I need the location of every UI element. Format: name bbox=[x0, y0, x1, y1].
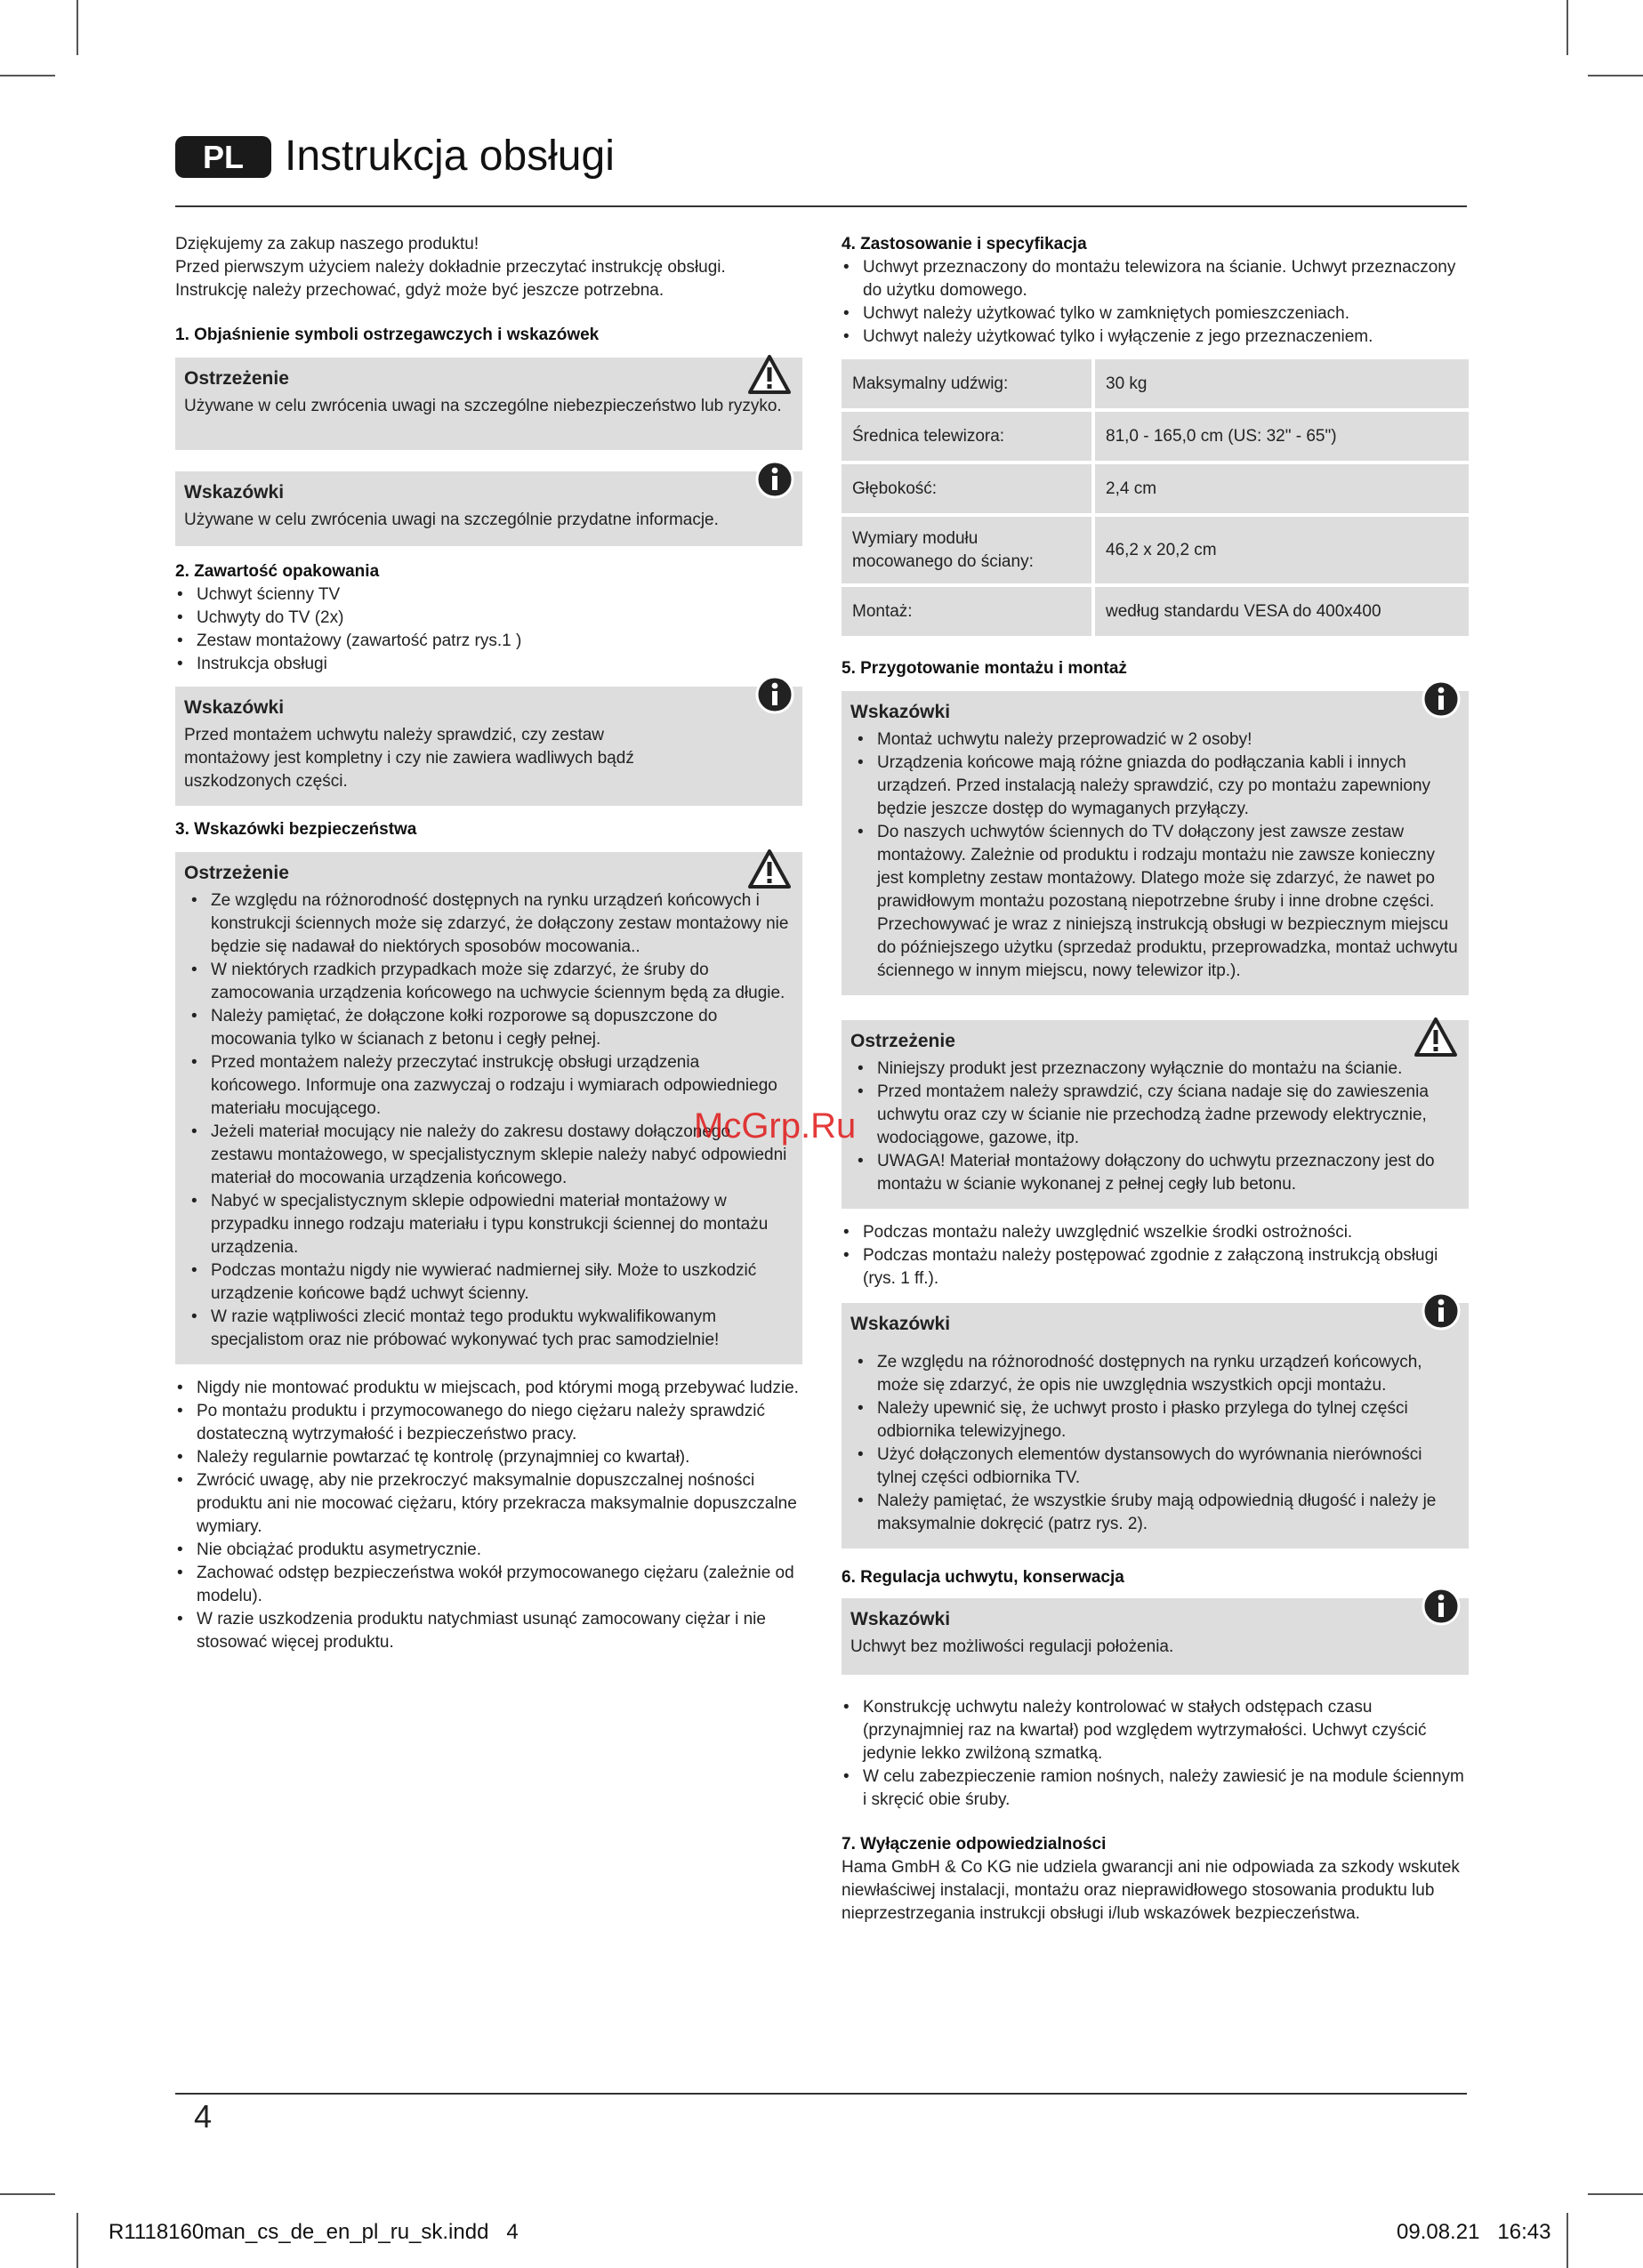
list-item: • Niniejszy produkt jest przeznaczony wyłącznie do montażu na ścianie. bbox=[850, 1058, 1460, 1081]
warning-triangle-icon bbox=[747, 354, 792, 395]
table-row bbox=[842, 359, 1469, 408]
table-row bbox=[842, 587, 1469, 636]
list-item: • W razie uszkodzenia produktu natychmiast usunąć zamocowany ciężar i nie stosować więcej produktu. bbox=[175, 1608, 802, 1654]
list-item: • W razie wątpliwości zlecić montaż tego produktu wykwalifikowanym specjalistom oraz nie próbować wykonywać tych prac samodzielnie! bbox=[184, 1306, 793, 1352]
slug-date: 09.08.21 16:43 bbox=[1397, 2220, 1551, 2244]
list-item: • Nie obciążać produktu asymetrycznie. bbox=[175, 1539, 802, 1562]
hint-text: Uchwyt bez możliwości regulacji położenia. bbox=[850, 1637, 1174, 1656]
section-title: 2. Zawartość opakowania bbox=[175, 562, 380, 581]
list-item: • Ze względu na różnorodność dostępnych na rynku urządzeń końcowych, może się zdarzyć, że opis nie uwzględnia wszystkich opcji montażu. bbox=[850, 1351, 1460, 1397]
mounting-list bbox=[842, 1221, 1469, 1291]
list-item: • Konstrukcję uchwytu należy kontrolować w stałych odstępach czasu (przynajmniej raz na kwartał) pod względem wytrzymałości. Uchwyt czyścić jedynie lekko zwilżoną szmatką. bbox=[842, 1696, 1469, 1765]
list-item: • Do naszych uchwytów ściennych do TV dołączony jest zawsze zestaw montażowy. Zależnie od produktu i rodzaju montażu nie zawsze konieczny jest kompletny zestaw montażowy. Dlatego może się zdarzyć, że nawet po prawidłowym montażu pozostaną niepotrzebne śruby i inne drobne części. Przechowywać je wraz z niniejszą instrukcją obsługi w bezpiecznym miejscu do późniejszego użytku (sprzedaż produktu, przeprowadzka, montaż uchwytu ściennego w innym miejscu, nowy telewizor itp.). bbox=[850, 821, 1460, 983]
hint-title: Wskazówki bbox=[850, 1314, 951, 1334]
header-rule bbox=[175, 205, 1467, 207]
hint-title: Wskazówki bbox=[184, 697, 285, 718]
spec-value: 30 kg bbox=[1095, 359, 1469, 408]
info-icon bbox=[753, 459, 797, 500]
intro-line: Przed pierwszym użyciem należy dokładnie przeczytać instrukcję obsługi. Instrukcję należy przechować, gdyż może być jeszcze potrzebna. bbox=[175, 258, 726, 300]
warning-list bbox=[850, 1058, 1460, 1196]
disclaimer-text: Hama GmbH & Co KG nie udziela gwarancji ani nie odpowiada za szkody wskutek niewłaściwej instalacji, montażu oraz nieprawidłowego stosowania produktu lub nieprzestrzegania instrukcji obsługi i/lub wskazówek bezpieczeństwa. bbox=[842, 1858, 1460, 1923]
section-title: 3. Wskazówki bezpieczeństwa bbox=[175, 820, 417, 839]
left-column bbox=[175, 233, 802, 1654]
footer-rule bbox=[175, 2093, 1467, 2095]
list-item: • UWAGA! Materiał montażowy dołączony do uchwytu przeznaczony jest do montażu w ścianie wykonanej z pełnej cegły lub betonu. bbox=[850, 1150, 1460, 1196]
safety-list bbox=[175, 1377, 802, 1654]
list-item: • Urządzenia końcowe mają różne gniazda do podłączania kabli i innych urządzeń. Przed instalacją należy sprawdzić, czy po montażu zapewniony będzie jeszcze dostęp do wymaganych przyłączy. bbox=[850, 752, 1460, 821]
section-title: 6. Regulacja uchwytu, konserwacja bbox=[842, 1568, 1124, 1587]
list-item: • W celu zabezpieczenie ramion nośnych, należy zawiesić je na module ściennym i skręcić obie śruby. bbox=[842, 1765, 1469, 1812]
right-column bbox=[842, 233, 1469, 1926]
list-item: • Należy regularnie powtarzać tę kontrolę (przynajmniej co kwartał). bbox=[175, 1446, 802, 1469]
section-title: 4. Zastosowanie i specyfikacja bbox=[842, 235, 1087, 253]
table-row bbox=[842, 517, 1469, 583]
list-item: • Użyć dołączonych elementów dystansowych do wyrównania nierówności tylnej części odbiornika TV. bbox=[850, 1444, 1460, 1490]
list-item: • Montaż uchwytu należy przeprowadzić w 2 osoby! bbox=[850, 728, 1460, 752]
list-item: • Należy pamiętać, że dołączone kołki rozporowe są dopuszczone do mocowania tylko w ścianach z betonu i cegły pełnej. bbox=[184, 1005, 793, 1051]
maintenance-list bbox=[842, 1696, 1469, 1812]
list-item: • Przed montażem należy przeczytać instrukcję obsługi urządzenia końcowego. Informuje ona zazwyczaj o rodzaju i wymiarach odpowiedniego materiału mocującego. bbox=[184, 1051, 793, 1121]
warning-title: Ostrzeżenie bbox=[184, 368, 289, 389]
spec-value: 81,0 - 165,0 cm (US: 32" - 65") bbox=[1095, 412, 1469, 461]
crop-mark bbox=[0, 2193, 55, 2195]
list-item: • Należy upewnić się, że uchwyt prosto i płasko przylega do tylnej części odbiornika telewizyjnego. bbox=[850, 1397, 1460, 1444]
crop-mark bbox=[77, 2213, 78, 2268]
list-item: • Uchwyt przeznaczony do montażu telewizora na ścianie. Uchwyt przeznaczony do użytku domowego. bbox=[842, 256, 1469, 302]
spec-value: 46,2 x 20,2 cm bbox=[1095, 517, 1469, 583]
contents-list bbox=[175, 583, 802, 676]
list-item: • Nabyć w specjalistycznym sklepie odpowiedni materiał montażowy w przypadku innego rodzaju materiału i typu konstrukcji ściennej do montażu urządzenia. bbox=[184, 1190, 793, 1259]
list-item: • Nigdy nie montować produktu w miejscach, pod którymi mogą przebywać ludzie. bbox=[175, 1377, 802, 1400]
list-item: • Ze względu na różnorodność dostępnych na rynku urządzeń końcowych i konstrukcji ściennych może się zdarzyć, że dołączony zestaw montażowy nie będzie się nadawał do niektórych sposobów mocowania.. bbox=[184, 889, 793, 959]
list-item: • Uchwyt należy użytkować tylko w zamkniętych pomieszczeniach. bbox=[842, 302, 1469, 326]
list-item: • Jeżeli materiał mocujący nie należy do zakresu dostawy dołączonego zestawu montażowego, w specjalistycznym sklepie należy nabyć odpowiedni materiał do mocowania urządzenia końcowego. bbox=[184, 1121, 793, 1190]
warning-text: Używane w celu zwrócenia uwagi na szczególne niebezpieczeństwo lub ryzyko. bbox=[184, 397, 782, 415]
info-icon bbox=[1419, 1291, 1463, 1331]
spec-key: Średnica telewizora: bbox=[842, 412, 1095, 461]
spec-value: według standardu VESA do 400x400 bbox=[1095, 587, 1469, 636]
hint-box bbox=[842, 691, 1469, 995]
list-item: • Przed montażem należy sprawdzić, czy ściana nadaje się do zawieszenia uchwytu oraz czy w ścianie nie przechodzą żadne przewody elektrycznie, wodociągowe, gazowe, itp. bbox=[850, 1081, 1460, 1150]
hint-box bbox=[842, 1598, 1469, 1675]
page-title: Instrukcja obsługi bbox=[285, 133, 615, 180]
list-item: • Zestaw montażowy (zawartość patrz rys.1 ) bbox=[175, 630, 802, 653]
table-row bbox=[842, 412, 1469, 461]
list-item: • W niektórych rzadkich przypadkach może się zdarzyć, że śruby do zamocowania urządzenia końcowego na uchwycie ściennym będą za długie. bbox=[184, 959, 793, 1005]
warning-title: Ostrzeżenie bbox=[184, 863, 289, 883]
table-row bbox=[842, 464, 1469, 513]
list-item: • Uchwyt ścienny TV bbox=[175, 583, 802, 607]
hint-box bbox=[175, 687, 802, 806]
language-badge: PL bbox=[175, 136, 271, 178]
spec-key: Wymiary modułu mocowanego do ściany: bbox=[842, 517, 1095, 583]
list-item: • Po montażu produktu i przymocowanego do niego ciężaru należy sprawdzić dostateczną wytrzymałość i bezpieczeństwo pracy. bbox=[175, 1400, 802, 1446]
spec-value: 2,4 cm bbox=[1095, 464, 1469, 513]
slug-filename: R1118160man_cs_de_en_pl_ru_sk.indd 4 bbox=[109, 2220, 519, 2244]
list-item: • Uchwyty do TV (2x) bbox=[175, 607, 802, 630]
crop-mark bbox=[1566, 0, 1568, 55]
hint-box bbox=[175, 471, 802, 546]
crop-mark bbox=[1588, 75, 1643, 76]
spec-key: Montaż: bbox=[842, 587, 1095, 636]
spec-key: Głębokość: bbox=[842, 464, 1095, 513]
warning-triangle-icon bbox=[1413, 1017, 1458, 1058]
spec-key: Maksymalny udźwig: bbox=[842, 359, 1095, 408]
hint-list bbox=[850, 728, 1460, 983]
section-title: 1. Objaśnienie symboli ostrzegawczych i wskazówek bbox=[175, 326, 600, 344]
warning-box bbox=[175, 358, 802, 450]
list-item: • Podczas montażu należy uwzględnić wszelkie środki ostrożności. bbox=[842, 1221, 1469, 1244]
warning-title: Ostrzeżenie bbox=[850, 1031, 955, 1051]
list-item: • Zachować odstęp bezpieczeństwa wokół przymocowanego ciężaru (zależnie od modelu). bbox=[175, 1562, 802, 1608]
crop-mark bbox=[1588, 2193, 1643, 2195]
watermark: McGrp.Ru bbox=[694, 1106, 857, 1146]
info-icon bbox=[753, 674, 797, 715]
warning-triangle-icon bbox=[747, 848, 792, 889]
info-icon bbox=[1419, 679, 1463, 720]
page-number: 4 bbox=[194, 2098, 213, 2135]
section-title: 5. Przygotowanie montażu i montaż bbox=[842, 659, 1127, 678]
list-item: • Instrukcja obsługi bbox=[175, 653, 802, 676]
crop-mark bbox=[77, 0, 78, 55]
section-title: 7. Wyłączenie odpowiedzialności bbox=[842, 1835, 1107, 1854]
list-item: • Podczas montażu należy postępować zgodnie z załączoną instrukcją obsługi (rys. 1 ff.). bbox=[842, 1244, 1469, 1291]
list-item: • Należy pamiętać, że wszystkie śruby mają odpowiednią długość i należy je maksymalnie dokręcić (patrz rys. 2). bbox=[850, 1490, 1460, 1536]
hint-text: Przed montażem uchwytu należy sprawdzić, czy zestaw montażowy jest kompletny i czy nie zawiera wadliwych bądź uszkodzonych części. bbox=[184, 726, 634, 791]
hint-box bbox=[842, 1303, 1469, 1548]
info-icon bbox=[1419, 1586, 1463, 1627]
hint-list bbox=[850, 1351, 1460, 1536]
hint-title: Wskazówki bbox=[184, 482, 285, 503]
list-item: • Podczas montażu nigdy nie wywierać nadmiernej siły. Może to uszkodzić urządzenie końcowe bądź uchwyt ścienny. bbox=[184, 1259, 793, 1306]
warning-box bbox=[842, 1020, 1469, 1209]
usage-list bbox=[842, 256, 1469, 349]
hint-title: Wskazówki bbox=[850, 1609, 951, 1629]
crop-mark bbox=[1566, 2213, 1568, 2268]
hint-text: Używane w celu zwrócenia uwagi na szczególnie przydatne informacje. bbox=[184, 511, 719, 529]
list-item: • Uchwyt należy użytkować tylko i wyłączenie z jego przeznaczeniem. bbox=[842, 326, 1469, 349]
intro-line: Dziękujemy za zakup naszego produktu! bbox=[175, 235, 479, 253]
spec-table bbox=[842, 356, 1469, 639]
list-item: • Zwrócić uwagę, aby nie przekroczyć maksymalnie dopuszczalnej nośności produktu ani nie mocować ciężaru, który przekracza maksymalnie dopuszczalne wymiary. bbox=[175, 1469, 802, 1539]
hint-title: Wskazówki bbox=[850, 702, 951, 722]
crop-mark bbox=[0, 75, 55, 76]
